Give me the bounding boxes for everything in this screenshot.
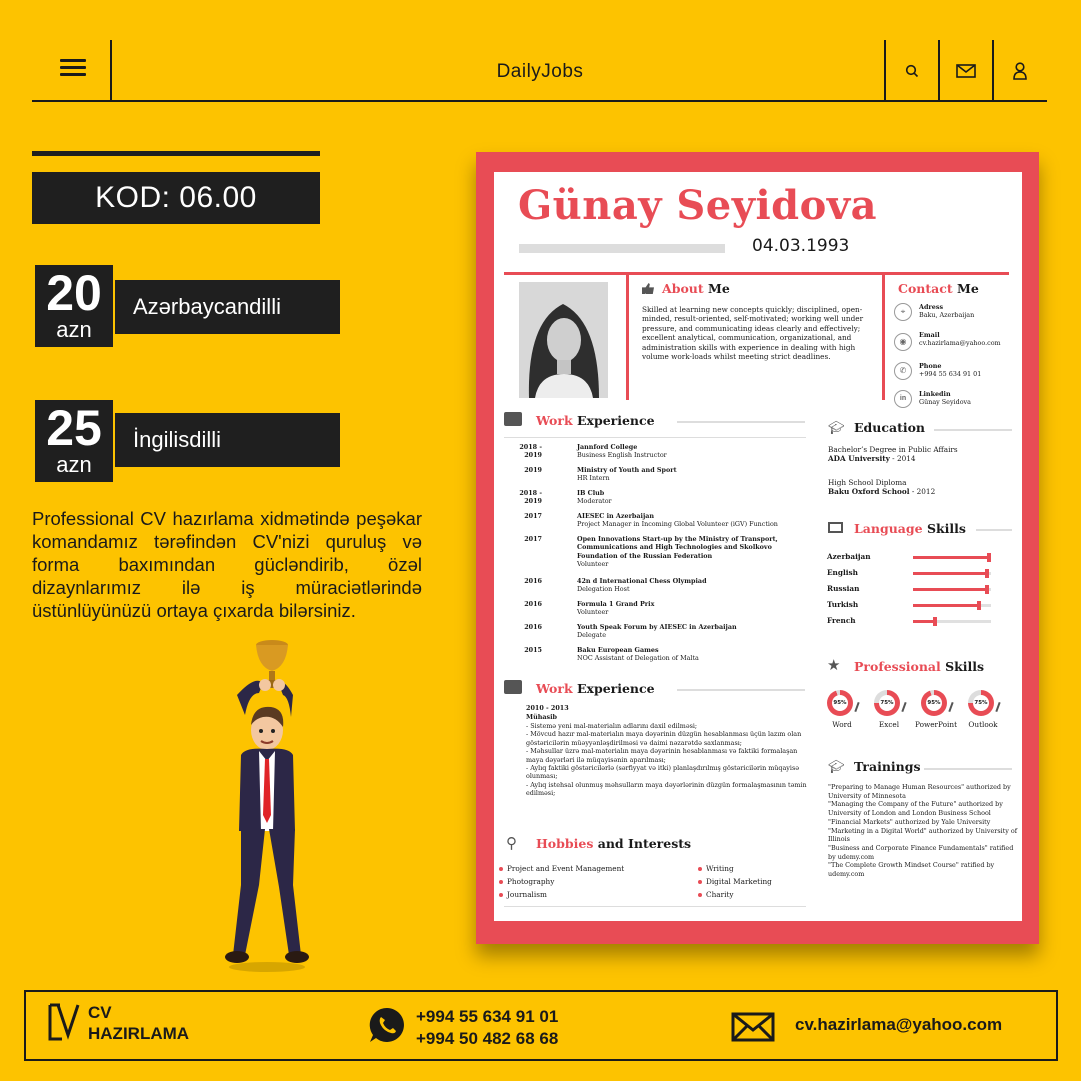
we-org: Formula 1 Grand Prix: [577, 600, 655, 608]
list-item: "Preparing to Manage Human Resources" authorized by University of Minnesota: [828, 783, 1011, 800]
professional-title-dark: Skills: [945, 659, 985, 674]
professional-skill-item: [871, 690, 917, 738]
language-title-dark: Skills: [926, 521, 966, 536]
price-badge: [35, 400, 113, 482]
we-org: AIESEC in Azerbaijan: [577, 512, 655, 520]
professional-skill-item: [965, 690, 1011, 738]
list-item: [499, 862, 624, 875]
duty-item: - Mövcud hazır mal-materialın maya dəyərinin düzgün hesablanması üçün lazım olan göstəricilərin müəyyənləşdirilməsi və daimi nəzarətdə saxlanması;: [526, 730, 802, 747]
language-skill-list: [827, 552, 1017, 632]
list-item: "Marketing in a Digital World" authorized by University of Illinois: [828, 826, 1018, 844]
job-period: 2010 - 2013: [526, 704, 569, 712]
about-title-red: About: [662, 281, 704, 296]
logo-line-2: HAZIRLAMA: [88, 1024, 190, 1043]
skill-tick: [901, 702, 906, 712]
skill-name: Excel: [878, 720, 900, 729]
section-rule: [934, 429, 1012, 431]
we-role: Project Manager in Incoming Global Volunteer (iGV) Function: [577, 520, 778, 529]
we-role: Delegation Host: [577, 585, 630, 594]
we-year: 2015: [524, 646, 542, 654]
mail-icon[interactable]: [939, 40, 993, 102]
language-level-bar: [913, 588, 991, 591]
monitor-icon: [828, 522, 843, 533]
price-currency: azn: [56, 452, 92, 477]
cv-page: [494, 172, 1022, 921]
professional-skill-list: [824, 690, 1019, 738]
section-rule: [504, 437, 806, 438]
we-org: Baku European Games: [577, 646, 659, 654]
skill-donut: [874, 690, 900, 716]
work-title-dark: Experience: [576, 413, 655, 428]
footer-email[interactable]: cv.hazirlama@yahoo.com: [795, 1015, 1003, 1034]
list-item: [499, 888, 624, 901]
language-level-bar: [913, 604, 991, 607]
red-divider: [626, 272, 629, 400]
hobbies-col-2: [698, 862, 772, 901]
search-icon[interactable]: [885, 40, 939, 102]
hobby-label: Journalism: [507, 890, 547, 899]
language-name: Azerbaijan: [827, 552, 871, 561]
star-icon: ★: [827, 657, 841, 674]
hobbies-title-red: Hobbies: [536, 836, 594, 851]
we-year: 2016: [524, 623, 542, 631]
skill-percent: 75%: [879, 695, 895, 711]
hobby-label: Charity: [706, 890, 734, 899]
language-skill-row: [827, 600, 1017, 614]
we-year: 2016: [524, 577, 542, 585]
skill-percent: 95%: [832, 695, 848, 711]
footer-logo-text: [88, 1002, 189, 1044]
language-skill-row: [827, 616, 1017, 630]
skill-tick: [995, 702, 1000, 712]
we-year: 2017: [524, 512, 542, 520]
education-title: Education: [854, 420, 926, 435]
education-item: [828, 478, 1018, 497]
red-divider: [504, 272, 1009, 275]
list-item: [698, 875, 772, 888]
section-rule: [924, 768, 1012, 770]
contact-value: Baku, Azerbaijan: [919, 311, 975, 320]
language-option-english: İngilisdilli: [115, 413, 340, 467]
phone-icon: ✆: [894, 362, 912, 380]
skill-tick: [854, 702, 859, 712]
edu-year: - 2014: [889, 454, 916, 464]
menu-icon[interactable]: [60, 55, 86, 80]
name-underline: [519, 244, 725, 253]
nav-divider: [110, 40, 112, 101]
contact-title-dark: Me: [957, 281, 979, 296]
we-role: Volunteer: [577, 559, 609, 568]
hobby-label: Project and Event Management: [507, 864, 625, 873]
skill-name: Word: [832, 720, 852, 729]
hobby-label: Photography: [507, 877, 555, 886]
language-skill-row: [827, 568, 1017, 582]
contact-title-red: Contact: [898, 281, 953, 296]
briefcase-icon: [504, 680, 522, 694]
language-name: French: [827, 616, 856, 625]
price-currency: azn: [56, 317, 92, 342]
list-item: "Business and Corporate Finance Fundamentals" ratified by udemy.com: [828, 843, 1014, 861]
briefcase-icon: [504, 412, 522, 426]
duty-item: - Sistemə yeni mal-materialın adlarını daxil edilməsi;: [526, 722, 698, 730]
hobby-label: Digital Marketing: [706, 877, 772, 886]
section-rule: [677, 421, 805, 423]
about-text: Skilled at learning new concepts quickly; disciplined, open-minded, result-oriented, self-motivated; working well under pressure, and communicating ideas clearly and effectively; excellent analytical, communication, organizational, and administration skills with experience in dealing with high volume work-loads whilst meeting strict deadlines.: [642, 305, 864, 362]
globe-icon: ◉: [894, 333, 912, 351]
language-title-red: Language: [854, 521, 923, 536]
contact-value: cv.hazirlama@yahoo.com: [919, 339, 1001, 348]
education-item: [828, 445, 1018, 464]
about-title: [642, 281, 730, 296]
we-year: 2016: [524, 600, 542, 608]
section-rule: [677, 689, 805, 691]
price-badge: [35, 265, 113, 347]
list-item: "The Complete Growth Mindset Course" ratified by udemy.com: [828, 861, 995, 879]
language-level-bar: [913, 556, 991, 559]
language-skill-row: [827, 584, 1017, 598]
we-org: IB Club: [577, 489, 605, 497]
cv-dob: 04.03.1993: [752, 236, 850, 256]
language-name: English: [827, 568, 858, 577]
professional-skills-title: [854, 659, 984, 674]
work-experience-list: [504, 443, 814, 668]
we-role: Volunteer: [577, 608, 609, 617]
professional-skill-item: [914, 690, 964, 738]
list-item: "Managing the Company of the Future" authorized by University of London and London Business School: [828, 800, 1003, 818]
businessman-trophy-illustration: [215, 635, 315, 975]
we-org: Ministry of Youth and Sport: [577, 466, 677, 474]
skill-name: Outlook: [968, 720, 998, 729]
contact-title: [898, 281, 979, 296]
skill-name: PowerPoint: [914, 720, 958, 729]
language-level-bar: [913, 572, 991, 575]
decor-bar: [32, 151, 320, 156]
contact-item: [919, 362, 981, 379]
edu-school: Baku Oxford School: [828, 487, 910, 497]
we-org: Jannford College: [577, 443, 638, 451]
we-org: Open Innovations Start-up by the Ministry of Transport, Communications and High Technologies and Skolkovo Foundation of the Russian Federation: [577, 535, 778, 560]
user-icon[interactable]: [993, 40, 1047, 102]
language-name: Turkish: [827, 600, 859, 609]
hobbies-title-dark: and Interests: [597, 836, 692, 851]
thumbs-up-icon: [642, 283, 654, 294]
we-role: Delegate: [577, 631, 606, 640]
skill-donut: [921, 690, 947, 716]
list-item: [698, 862, 772, 875]
work-experience-title: [536, 681, 655, 696]
we-role: NOC Assistant of Delegation of Malta: [577, 654, 699, 663]
contact-item: [919, 303, 974, 320]
list-item: [698, 888, 772, 901]
duty-item: - Məhsullar üzrə mal-materialın maya dəyərinin hesablanması və faktiki formalaşan maya dəyərləri ilə müqayisənin aparılması;: [526, 747, 798, 764]
cv-name: Günay Seyidova: [518, 182, 877, 229]
job-position: Mühasib: [526, 713, 558, 721]
product-code: KOD: 06.00: [32, 172, 320, 224]
skill-donut: [827, 690, 853, 716]
graduation-cap-icon: 🎓︎: [828, 420, 845, 435]
professional-title-red: Professional: [854, 659, 941, 674]
contact-label: Email: [919, 331, 940, 339]
skill-percent: 95%: [926, 695, 942, 711]
we-role: Moderator: [577, 497, 612, 506]
edu-degree: High School Diploma: [828, 478, 907, 487]
work-title-dark: Experience: [576, 681, 655, 696]
work-title-red: Work: [536, 681, 573, 696]
hobbies-col-1: [499, 862, 624, 901]
logo-line-1: CV: [88, 1003, 112, 1022]
language-skills-title: [854, 521, 966, 536]
we-role: Business English Instructor: [577, 451, 667, 460]
graduation-cap-icon: 🎓︎: [828, 759, 845, 774]
edu-degree: Bachelor’s Degree in Public Affairs: [828, 445, 958, 454]
map-pin-icon: ⚲: [506, 835, 517, 852]
contact-label: Adress: [919, 303, 944, 311]
contact-label: Linkedin: [919, 390, 951, 398]
contact-value: +994 55 634 91 01: [919, 370, 982, 379]
brand-title[interactable]: DailyJobs: [496, 61, 584, 82]
edu-year: - 2012: [909, 487, 936, 497]
skill-percent: 75%: [973, 695, 989, 711]
contact-value: Günay Seyidova: [919, 398, 971, 407]
phone-number[interactable]: +994 50 482 68 68: [416, 1029, 559, 1048]
contact-item: [919, 390, 971, 407]
edu-school: ADA University: [828, 454, 890, 464]
price-amount: 20: [46, 265, 102, 321]
about-title-dark: Me: [708, 281, 730, 296]
we-year: 2018 - 2019: [519, 443, 542, 460]
linkedin-icon: in: [894, 390, 912, 408]
professional-skill-item: [824, 690, 870, 738]
we-org: 42n d International Chess Olympiad: [577, 577, 707, 585]
section-rule: [504, 906, 806, 907]
language-skill-row: [827, 552, 1017, 566]
we-year: 2019: [524, 466, 542, 474]
hobby-label: Writing: [706, 864, 734, 873]
work-experience-title: [536, 413, 655, 428]
cv-logo-icon: [48, 1001, 82, 1048]
duty-item: - Aylıq faktiki göstəricilərlə (sərfiyyat və itki) planlaşdırılmış göstəricilərin müqayisə olunması;: [526, 764, 800, 781]
we-org: Youth Speak Forum by AIESEC in Azerbaijan: [577, 623, 737, 631]
language-name: Russian: [827, 584, 860, 593]
we-year: 2018 - 2019: [519, 489, 542, 506]
trainings-list: [828, 783, 1018, 879]
red-divider: [882, 272, 885, 400]
contact-label: Phone: [919, 362, 942, 370]
work-title-red: Work: [536, 413, 573, 428]
skill-donut: [968, 690, 994, 716]
profile-photo: [519, 282, 608, 398]
list-item: [499, 875, 624, 888]
language-option-azerbaijani: Azərbaycandilli: [115, 280, 340, 334]
trainings-title: Trainings: [854, 759, 921, 774]
job-duties: [526, 722, 808, 798]
we-year: 2017: [524, 535, 542, 543]
list-item: "Financial Markets" authorized by Yale University: [828, 817, 991, 826]
section-rule: [976, 529, 1012, 531]
language-level-bar: [913, 620, 991, 623]
contact-item: [919, 331, 1001, 348]
we-role: HR Intern: [577, 474, 610, 483]
phone-number[interactable]: +994 55 634 91 01: [416, 1007, 559, 1026]
price-amount: 25: [46, 400, 102, 456]
service-description: Professional CV hazırlama xidmətində peşəkar komandamız tərəfindən CV'nizi quruluş və forma baxımından gücləndirib, özəl dizaynlarımız ilə iş müraciətlərində üstünlüyünüzü ortaya çıxarda bilərsiniz.: [32, 508, 422, 621]
envelope-icon: [731, 1012, 775, 1047]
location-icon: ⌖: [894, 303, 912, 321]
whatsapp-icon: [368, 1006, 406, 1049]
footer-phones[interactable]: [416, 1006, 558, 1050]
duty-item: - Aylıq istehsal olunmuş məhsulların maya dəyərlərinin düzgün formalaşmasının təmin edilməsi;: [526, 780, 807, 798]
skill-tick: [948, 702, 953, 712]
hobbies-title: [536, 836, 691, 851]
